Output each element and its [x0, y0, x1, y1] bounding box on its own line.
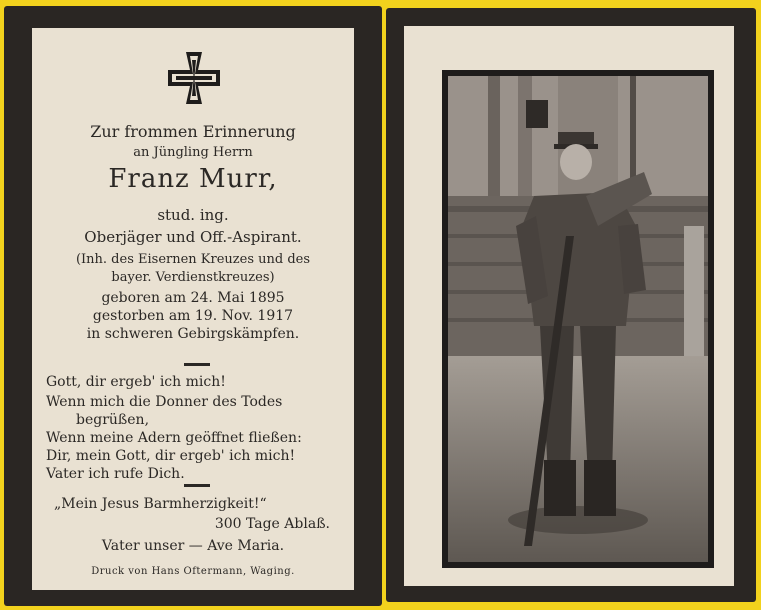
poem-line: Wenn mich die Donner des Todes: [46, 394, 283, 410]
left-card-panel: [4, 6, 382, 606]
soldier-photo: [448, 76, 708, 562]
poem-line: Vater ich rufe Dich.: [46, 466, 185, 482]
death-date: gestorben am 19. Nov. 1917: [92, 308, 294, 324]
right-card-paper: [404, 26, 734, 586]
honorific-text: an Jüngling Herrn: [133, 145, 253, 160]
military-rank: Oberjäger und Off.-Aspirant.: [84, 228, 302, 246]
left-card-paper: [32, 28, 354, 590]
closing-prayer: Vater unser — Ave Maria.: [101, 538, 285, 554]
divider: [184, 363, 210, 366]
indulgence-text: 300 Tage Ablaß.: [214, 516, 330, 532]
divider: [184, 484, 210, 487]
decorations-line-1: (Inh. des Eisernen Kreuzes und des: [75, 252, 311, 267]
photo-frame: [442, 70, 714, 568]
dedication-text: Zur frommen Erinnerung: [90, 122, 296, 141]
death-circumstance: in schweren Gebirgskämpfen.: [86, 326, 300, 342]
poem-line: begrüßen,: [76, 412, 150, 428]
deceased-name: Franz Murr,: [108, 164, 278, 194]
academic-title: stud. ing.: [157, 206, 229, 224]
printer-credit: Druck von Hans Oftermann, Waging.: [91, 566, 295, 577]
decorations-line-2: bayer. Verdienstkreuzes): [111, 270, 275, 285]
right-card-panel: [386, 8, 756, 602]
poem-line: Gott, dir ergeb' ich mich!: [46, 374, 226, 390]
card-text: [32, 28, 354, 590]
poem-line: Wenn meine Adern geöffnet fließen:: [46, 430, 302, 446]
iron-cross-icon: [164, 48, 224, 108]
poem-line: Dir, mein Gott, dir ergeb' ich mich!: [46, 448, 296, 464]
prayer-text: „Mein Jesus Barmherzigkeit!“: [54, 496, 267, 512]
birth-date: geboren am 24. Mai 1895: [101, 290, 285, 306]
